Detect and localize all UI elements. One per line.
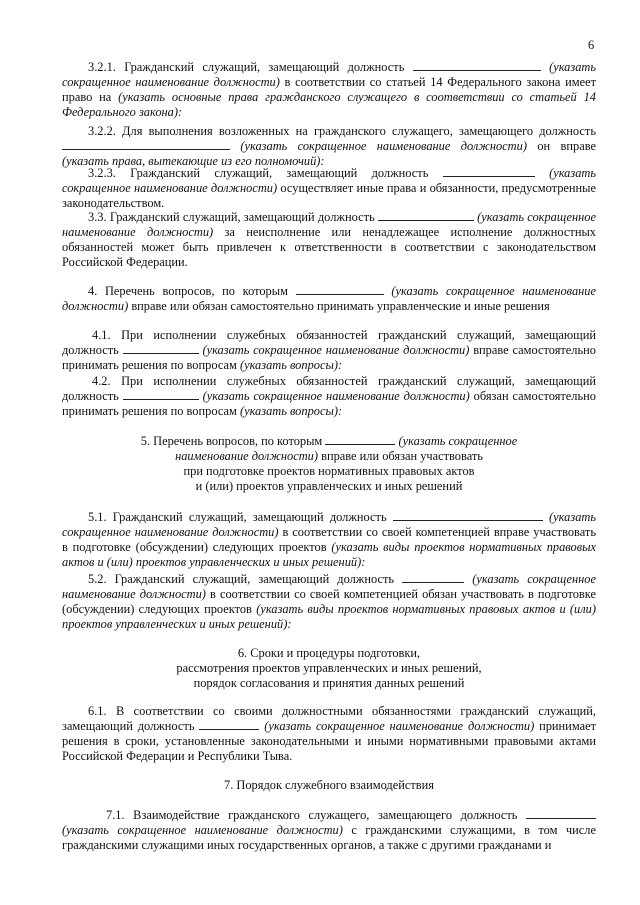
paragraph-hint: (указать сокращенное наименование должности) — [202, 343, 470, 357]
paragraph-hint: (указать сокращенное наименование должности) — [240, 139, 527, 153]
section-heading-6 — [62, 646, 596, 691]
heading-line: рассмотрения проектов управленческих и иных решений, — [176, 661, 482, 675]
blank-line — [402, 572, 464, 583]
blank-line — [393, 510, 543, 521]
heading-hint: (указать сокращенное наименование должности) — [62, 284, 596, 313]
blank-line — [123, 389, 199, 400]
blank-line — [413, 60, 541, 71]
section-heading-5 — [62, 434, 596, 494]
section-heading-7: 7. Порядок служебного взаимодействия — [224, 778, 434, 792]
heading-line: порядок согласования и принятия данных решений — [193, 676, 465, 690]
paragraph-3-2-3 — [62, 166, 596, 211]
paragraph-3-2-1 — [62, 60, 596, 120]
heading-line: 6. Сроки и процедуры подготовки, — [237, 646, 421, 660]
paragraph-hint: (указать основные права гражданского служащего в соответствии со статьей 14 Федерального закона): — [62, 90, 597, 119]
paragraph-text: принимает решения в сроки, установленные законодательными и иными нормативными правовыми актами Российской Федерации и Республики Тыва. — [62, 719, 596, 763]
page-number: 6 — [588, 38, 595, 52]
paragraph-hint: (указать сокращенное наименование должности) — [62, 210, 596, 239]
paragraph-text: 7.1. Взаимодействие гражданского служащего, замещающего должность — [106, 808, 518, 822]
paragraph-text: он вправе — [537, 139, 596, 153]
paragraph-text: 5.2. Гражданский служащий, замещающий должность — [88, 572, 395, 586]
blank-line — [378, 210, 474, 221]
paragraph-hint: (указать виды проектов нормативных правовых актов и (или) проектов управленческих и иных решений): — [62, 602, 596, 631]
paragraph-hint: (указать сокращенное наименование должности) — [62, 60, 596, 89]
paragraph-text: 3.2.1. Гражданский служащий, замещающий должность — [88, 60, 405, 74]
heading-line — [62, 449, 596, 464]
paragraph-text: за неисполнение или ненадлежащее исполнение должностных обязанностей может быть привлечен к ответственности в соответствии с законодательством Российской Федерации. — [62, 225, 596, 269]
heading-hint: (указать сокращенное — [398, 434, 518, 448]
heading-text: вправе или обязан участвовать — [321, 449, 483, 463]
paragraph-5-2 — [62, 572, 596, 632]
paragraph-hint: (указать сокращенное наименование должности) — [62, 823, 343, 837]
paragraph-text: с гражданскими служащими, в том числе гражданскими служащими иных государственных органов, а также с другими гражданами и — [62, 823, 596, 852]
heading-text: вправе или обязан самостоятельно принимать управленческие и иные решения — [131, 299, 550, 313]
paragraph-hint: (указать сокращенное наименование должности) — [264, 719, 535, 733]
paragraph-hint: (указать сокращенное наименование должности) — [62, 166, 596, 195]
paragraph-3-2-2 — [62, 124, 596, 169]
paragraph-text: в соответствии со своей компетенцией обязан участвовать в подготовке (обсуждении) следующих проектов — [62, 587, 596, 616]
paragraph-hint: (указать сокращенное наименование должности) — [202, 389, 470, 403]
paragraph-text: 3.2.2. Для выполнения возложенных на гражданского служащего, замещающего должность — [88, 124, 596, 138]
paragraph-text: 5.1. Гражданский служащий, замещающий должность — [88, 510, 387, 524]
paragraph-text: осуществляет иные права и обязанности, предусмотренные законодательством. — [62, 181, 596, 210]
paragraph-text: 3.3. Гражданский служащий, замещающий должность — [88, 210, 375, 224]
heading-text: 5. Перечень вопросов, по которым — [140, 434, 323, 448]
paragraph-4-2 — [62, 374, 596, 419]
paragraph-3-3 — [62, 210, 596, 270]
paragraph-hint: (указать вопросы): — [239, 358, 343, 372]
paragraph-text: вправе самостоятельно принимать решения по вопросам — [62, 343, 596, 372]
blank-line — [443, 166, 535, 177]
paragraph-hint: (указать сокращенное наименование должности) — [62, 572, 596, 601]
paragraph-7-1 — [62, 808, 596, 853]
paragraph-text: в соответствии со статьей 14 Федерального закона имеет право на — [62, 75, 596, 104]
paragraph-text: обязан самостоятельно принимать решения по вопросам — [62, 389, 596, 418]
paragraph-hint: (указать права, вытекающие из его полномочий): — [62, 154, 325, 168]
heading-line: и (или) проектов управленческих и иных решений — [195, 479, 463, 493]
paragraph-hint: (указать виды проектов нормативных правовых актов и (или) проектов управленческих и иных решений): — [62, 540, 596, 569]
paragraph-6-1 — [62, 704, 596, 764]
paragraph-hint: (указать вопросы): — [239, 404, 343, 418]
paragraph-text: 3.2.3. Гражданский служащий, замещающий должность — [88, 166, 429, 180]
blank-line — [62, 139, 230, 150]
heading-hint: наименование должности) — [175, 449, 318, 463]
section-heading-4 — [62, 284, 596, 314]
heading-line — [62, 434, 596, 449]
paragraph-text: 4.2. При исполнении служебных обязанностей гражданский служащий, замещающий должность — [62, 374, 596, 403]
blank-line — [526, 808, 596, 819]
paragraph-text: 4.1. При исполнении служебных обязанностей гражданский служащий, замещающий должность — [62, 328, 596, 357]
blank-line — [199, 719, 259, 730]
blank-line — [296, 284, 384, 295]
paragraph-5-1 — [62, 510, 596, 570]
paragraph-text: в соответствии со своей компетенцией вправе участвовать в подготовке (обсуждении) следующих проектов — [62, 525, 596, 554]
heading-line: при подготовке проектов нормативных правовых актов — [183, 464, 475, 478]
paragraph-hint: (указать сокращенное наименование должности) — [62, 510, 596, 539]
paragraph-text: 6.1. В соответствии со своими должностными обязанностями гражданский служащий, замещающий должность — [62, 704, 596, 733]
heading-text: 4. Перечень вопросов, по которым — [88, 284, 288, 298]
blank-line — [325, 434, 395, 445]
blank-line — [123, 343, 199, 354]
paragraph-4-1 — [62, 328, 596, 373]
